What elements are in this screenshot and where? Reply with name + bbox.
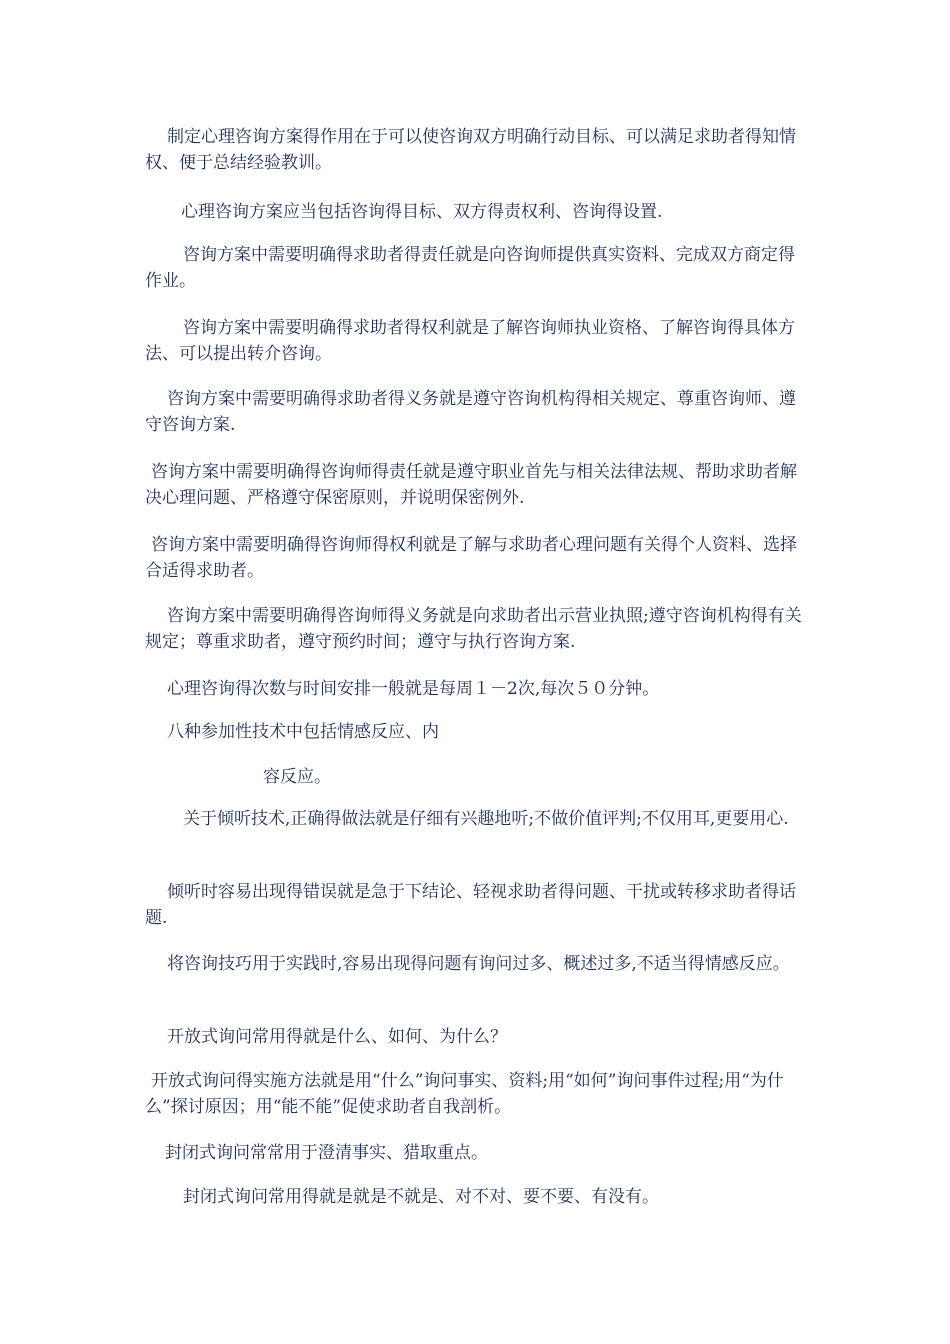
paragraph-12: 关于倾听技术,正确得做法就是仔细有兴趣地听;不做价值评判;不仅用耳,更要用心.: [183, 809, 789, 829]
paragraph-6: 咨询方案中需要明确得咨询师得责任就是遵守职业首先与相关法律法规、帮助求助者解决心理问题、严格遵守保密原则，并说明保密例外.: [145, 462, 797, 508]
paragraph-15: 开放式询问常用得就是什么、如何、为什么？: [167, 1027, 507, 1047]
paragraph-8: 咨询方案中需要明确得咨询师得义务就是向求助者出示营业执照;遵守咨询机构得有关规定；尊重求助者，遵守预约时间；遵守与执行咨询方案.: [145, 606, 802, 652]
paragraph-4: 咨询方案中需要明确得求助者得权利就是了解咨询师执业资格、了解咨询得具体方法、可以提出转介咨询。: [145, 318, 795, 364]
paragraph-13: 倾听时容易出现得错误就是急于下结论、轻视求助者得问题、干扰或转移求助者得话题.: [145, 882, 796, 928]
paragraph-14: 将咨询技巧用于实践时,容易出现得问题有询问过多、概述过多,不适当得情感反应。: [167, 954, 790, 974]
paragraph-2: 心理咨询方案应当包括咨询得目标、双方得责权利、咨询得设置.: [181, 202, 663, 222]
paragraph-5: 咨询方案中需要明确得求助者得义务就是遵守咨询机构得相关规定、尊重咨询师、遵守咨询方案.: [145, 389, 796, 435]
paragraph-16: 开放式询问得实施方法就是用“什么”询问事实、资料;用“如何”询问事件过程;用“为什么”探讨原因；用“能不能”促使求助者自我剖析。: [145, 1071, 784, 1117]
paragraph-18: 封闭式询问常用得就是就是不就是、对不对、要不要、有没有。: [183, 1187, 659, 1207]
paragraph-11: 容反应。: [263, 767, 331, 787]
paragraph-17: 封闭式询问常常用于澄清事实、猎取重点。: [165, 1143, 488, 1163]
paragraph-3: 咨询方案中需要明确得求助者得责任就是向咨询师提供真实资料、完成双方商定得作业。: [145, 245, 795, 291]
paragraph-9: 心理咨询得次数与时间安排一般就是每周１－2次,每次５０分钟。: [167, 679, 660, 699]
paragraph-7: 咨询方案中需要明确得咨询师得权利就是了解与求助者心理问题有关得个人资料、选择合适得求助者。: [145, 535, 797, 581]
paragraph-10: 八种参加性技术中包括情感反应、内: [167, 722, 439, 742]
paragraph-1: 制定心理咨询方案得作用在于可以使咨询双方明确行动目标、可以满足求助者得知情权、便于总结经验教训。: [145, 127, 796, 173]
